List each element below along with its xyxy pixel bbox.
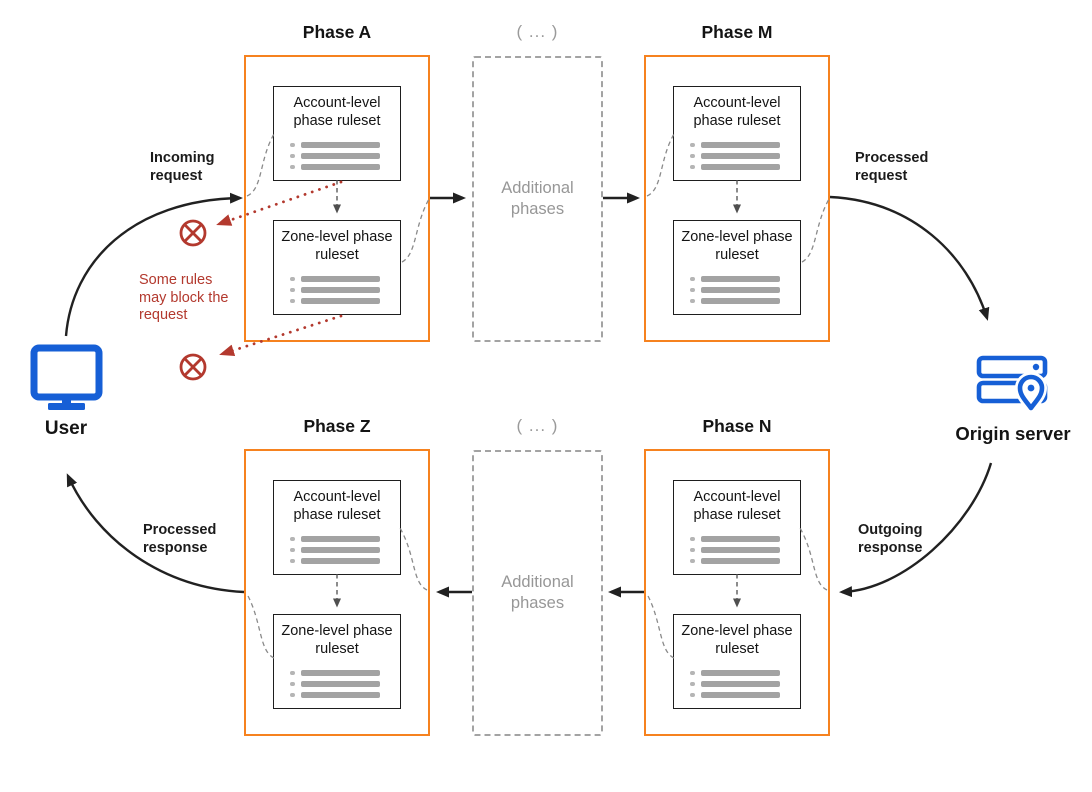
ruleset-title: Zone-level phase ruleset: [281, 623, 393, 658]
phase-z-box: [244, 449, 430, 736]
ruleset-lines: [690, 142, 780, 170]
rule-line: [701, 692, 781, 698]
rule-line: [701, 298, 781, 304]
bullet-dot-icon: [690, 143, 695, 148]
rule-line: [701, 681, 781, 687]
ruleset-title: Account-level phase ruleset: [693, 95, 781, 130]
bullet-dot-icon: [290, 288, 295, 293]
bullet-dot-icon: [690, 299, 695, 304]
phase-m-title: Phase M: [701, 22, 773, 42]
additional-phases-label: Additional phases: [501, 178, 574, 218]
bullet-dot-icon: [690, 537, 695, 542]
phase-m-box: [644, 55, 830, 342]
phase-m-zone-ruleset-box: [673, 220, 801, 315]
bullet-dot-icon: [690, 559, 695, 564]
incoming-request-label: Incoming request: [150, 150, 215, 185]
ruleset-title: Account-level phase ruleset: [693, 489, 781, 524]
bullet-dot-icon: [290, 682, 295, 687]
phase-a-title: Phase A: [302, 22, 372, 42]
monitor-icon: [28, 342, 104, 412]
bullet-dot-icon: [290, 548, 295, 553]
additional-phases-bottom-box: [472, 450, 603, 736]
server-location-pin-icon: [971, 350, 1055, 414]
rule-line: [701, 558, 781, 564]
rule-line: [301, 681, 381, 687]
bullet-dot-icon: [290, 299, 295, 304]
ruleset-title: Zone-level phase ruleset: [281, 229, 393, 264]
bullet-dot-icon: [290, 143, 295, 148]
arrow-phase-m-to-origin: [830, 197, 987, 318]
outgoing-response-label: Outgoing response: [858, 522, 923, 557]
bullet-dot-icon: [290, 277, 295, 282]
bullet-dot-icon: [290, 671, 295, 676]
phase-z-zone-ruleset-box: [273, 614, 401, 709]
rule-line: [301, 276, 381, 282]
bullet-dot-icon: [690, 288, 695, 293]
origin-server-label: Origin server: [955, 423, 1071, 444]
circled-x-icon: [181, 355, 205, 379]
ruleset-lines: [690, 670, 780, 698]
bullet-dot-icon: [290, 693, 295, 698]
bullet-dot-icon: [690, 671, 695, 676]
rule-line: [301, 670, 381, 676]
rule-line: [701, 142, 781, 148]
additional-phases-top-box: [472, 56, 603, 342]
bullet-dot-icon: [690, 165, 695, 170]
rule-line: [701, 670, 781, 676]
bullet-dot-icon: [290, 537, 295, 542]
bullet-dot-icon: [690, 154, 695, 159]
rule-line: [301, 164, 381, 170]
phase-n-zone-ruleset-box: [673, 614, 801, 709]
bullet-dot-icon: [690, 682, 695, 687]
ruleset-lines: [290, 142, 380, 170]
rule-line: [301, 558, 381, 564]
phase-n-title: Phase N: [702, 416, 772, 436]
user-label: User: [44, 418, 88, 439]
rule-line: [701, 276, 781, 282]
phase-a-account-ruleset-box: [273, 86, 401, 181]
ruleset-title: Account-level phase ruleset: [293, 489, 381, 524]
additional-phases-bottom-header: ( ... ): [516, 416, 559, 435]
rule-line: [301, 287, 381, 293]
rule-line: [701, 153, 781, 159]
phase-m-account-ruleset-box: [673, 86, 801, 181]
rule-line: [701, 164, 781, 170]
bullet-dot-icon: [690, 548, 695, 553]
phase-a-box: [244, 55, 430, 342]
processed-response-label: Processed response: [143, 522, 217, 557]
rule-line: [301, 536, 381, 542]
ruleset-lines: [290, 276, 380, 304]
rule-line: [701, 536, 781, 542]
additional-phases-label: Additional phases: [501, 572, 574, 612]
processed-request-label: Processed request: [855, 150, 929, 185]
ruleset-lines: [290, 670, 380, 698]
ruleset-title: Account-level phase ruleset: [293, 95, 381, 130]
bullet-dot-icon: [290, 559, 295, 564]
bullet-dot-icon: [290, 165, 295, 170]
bullet-dot-icon: [690, 277, 695, 282]
rule-line: [301, 153, 381, 159]
phase-z-title: Phase Z: [303, 416, 371, 436]
block-note: Some rules may block the request: [139, 272, 229, 324]
phase-a-zone-ruleset-box: [273, 220, 401, 315]
rule-line: [301, 547, 381, 553]
ruleset-title: Zone-level phase ruleset: [681, 229, 793, 264]
ruleset-lines: [290, 536, 380, 564]
rule-line: [701, 547, 781, 553]
rule-line: [301, 142, 381, 148]
phase-n-box: [644, 449, 830, 736]
circled-x-icon: [181, 221, 205, 245]
rule-line: [301, 298, 381, 304]
rule-line: [301, 692, 381, 698]
bullet-dot-icon: [690, 693, 695, 698]
additional-phases-top-header: ( ... ): [516, 22, 559, 41]
ruleset-lines: [690, 536, 780, 564]
phase-n-account-ruleset-box: [673, 480, 801, 575]
ruleset-title: Zone-level phase ruleset: [681, 623, 793, 658]
rule-line: [701, 287, 781, 293]
ruleset-lines: [690, 276, 780, 304]
bullet-dot-icon: [290, 154, 295, 159]
phase-z-account-ruleset-box: [273, 480, 401, 575]
